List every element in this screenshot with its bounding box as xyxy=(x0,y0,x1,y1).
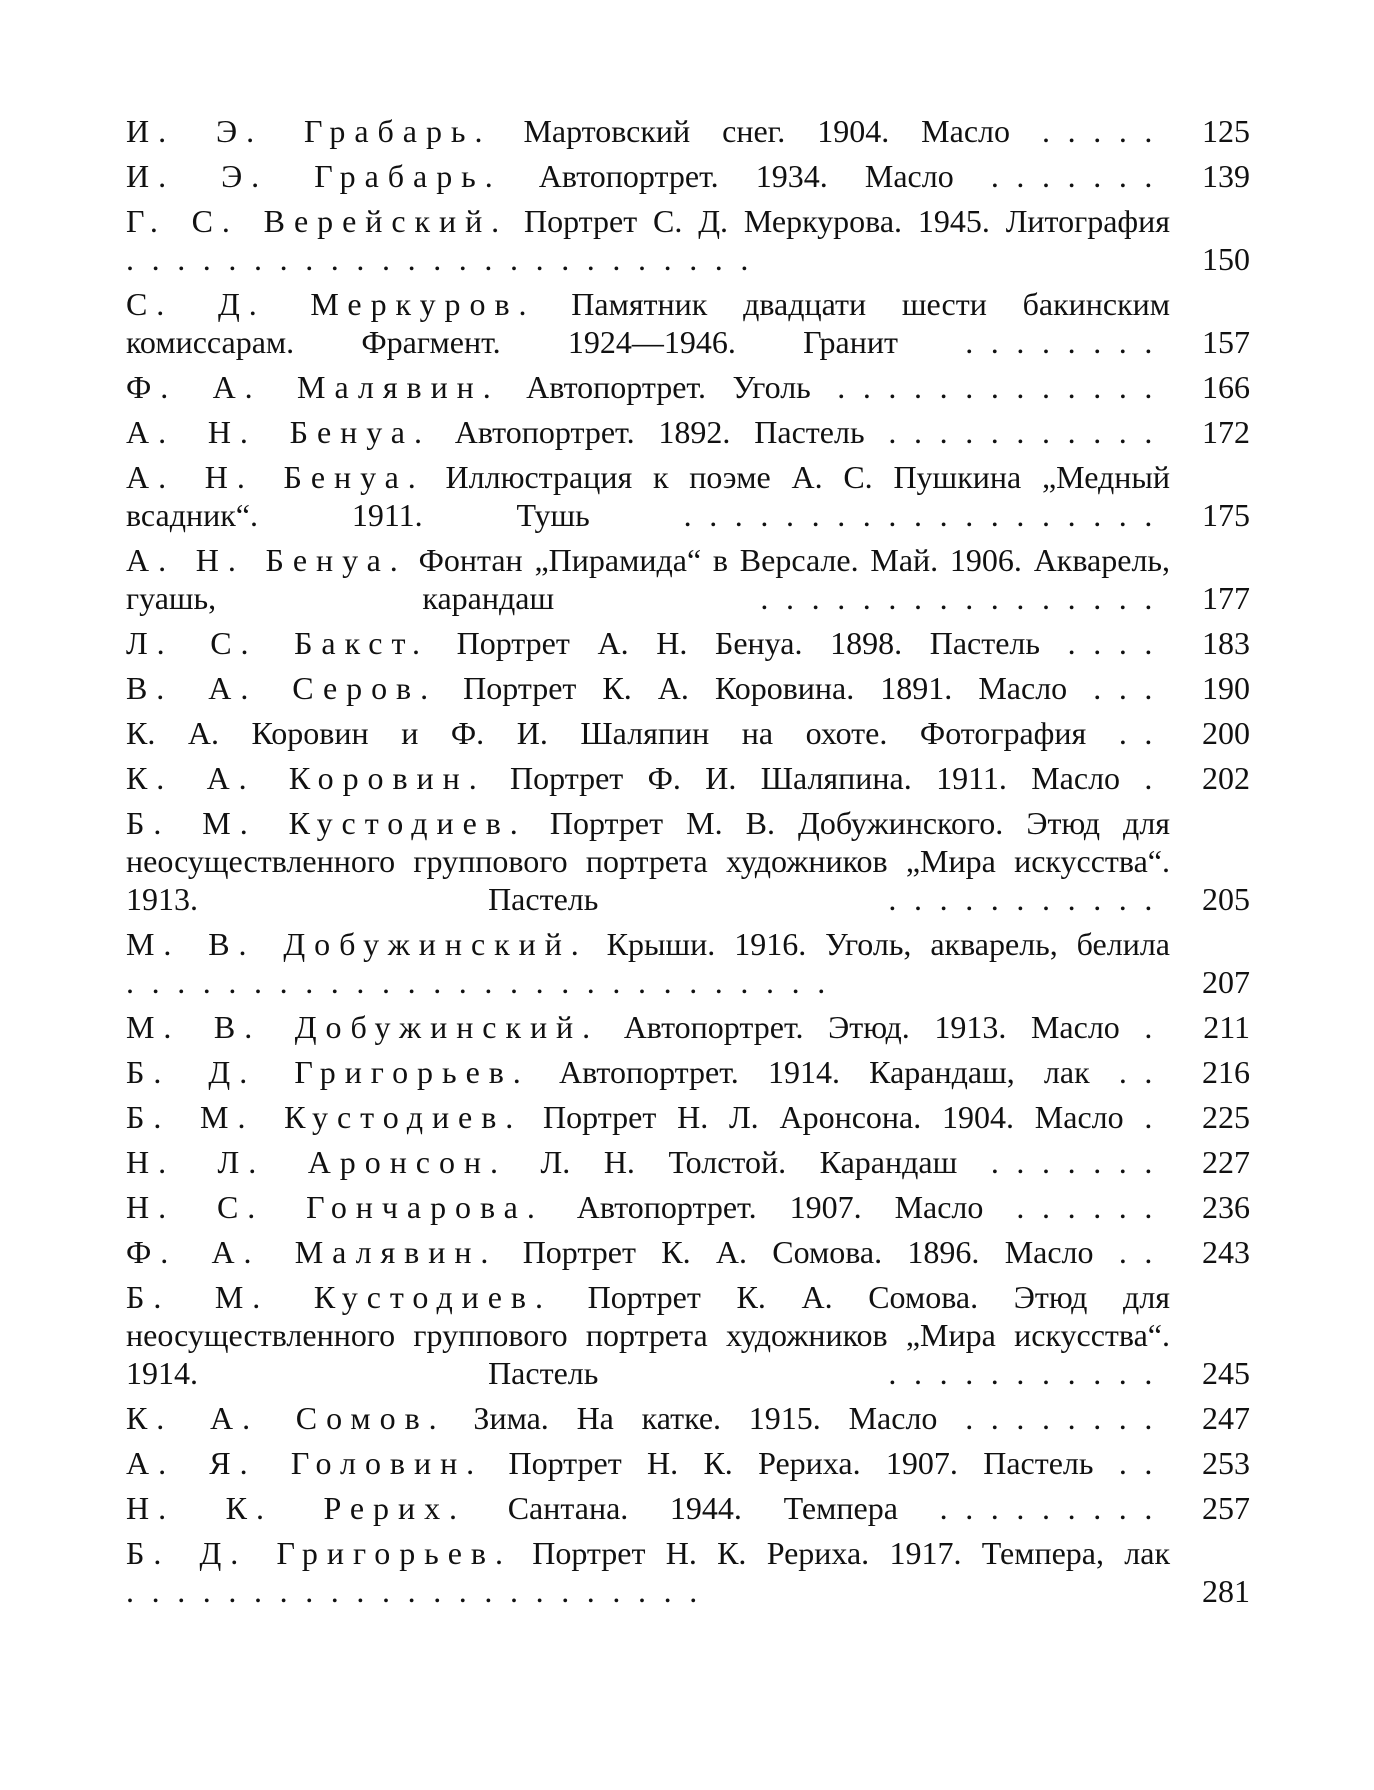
entry-page-number: 243 xyxy=(1202,1234,1250,1270)
entry-page-number: 157 xyxy=(1202,324,1250,360)
entry-author: Ф. А. Малявин. xyxy=(126,1234,498,1270)
list-item xyxy=(126,112,1250,150)
entry-title: Мартовский снег. 1904. Масло xyxy=(523,113,1011,149)
list-item xyxy=(126,714,1250,752)
dot-leader: ..... xyxy=(1042,113,1171,149)
entry-author: Б. М. Кустодиев. xyxy=(126,1099,523,1135)
dot-leader: .. xyxy=(1118,1054,1171,1090)
dot-leader: ........... xyxy=(888,881,1170,917)
entry-page-number: 205 xyxy=(1202,881,1250,917)
list-item xyxy=(126,1489,1250,1527)
list-item xyxy=(126,1444,1250,1482)
list-item xyxy=(126,669,1250,707)
entry-page-number: 227 xyxy=(1202,1144,1250,1180)
entry-page-number: 281 xyxy=(1202,1573,1250,1609)
list-item xyxy=(126,157,1250,195)
entry-page-number: 202 xyxy=(1202,760,1250,796)
dot-leader: ......................... xyxy=(126,241,766,277)
entry-author: М. В. Добужинский. xyxy=(126,1009,600,1045)
list-item xyxy=(126,759,1250,797)
entry-author: К. А. Сомов. xyxy=(126,1400,446,1436)
entry-author: А. Н. Бенуа. xyxy=(126,542,407,578)
entry-author: И. Э. Грабарь. xyxy=(126,158,502,194)
entry-title: Портрет Ф. И. Шаляпина. 1911. Масло xyxy=(510,760,1121,796)
entry-title: Зима. На катке. 1915. Масло xyxy=(473,1400,938,1436)
dot-leader: ........... xyxy=(888,1355,1170,1391)
entry-author: Б. Д. Григорьев. xyxy=(126,1054,530,1090)
entry-title: Л. Н. Толстой. Карандаш xyxy=(540,1144,958,1180)
list-item xyxy=(126,1143,1250,1181)
list-item xyxy=(126,413,1250,451)
entry-title: К. А. Коровин и Ф. И. Шаляпин на охоте. Фотография xyxy=(126,715,1087,751)
list-item xyxy=(126,1053,1250,1091)
entry-title: Автопортрет. 1892. Пастель xyxy=(454,414,865,450)
entry-author: К. А. Коровин. xyxy=(126,760,486,796)
list-item xyxy=(126,1098,1250,1136)
list-item xyxy=(126,1188,1250,1226)
entry-page-number: 177 xyxy=(1202,580,1250,616)
dot-leader: ...... xyxy=(1016,1189,1170,1225)
dot-leader: .. xyxy=(1118,715,1171,751)
entry-author: Б. М. Кустодиев. xyxy=(126,805,527,841)
entry-page-number: 183 xyxy=(1202,625,1250,661)
entry-page-number: 225 xyxy=(1202,1099,1250,1135)
dot-leader: ................ xyxy=(760,580,1170,616)
dot-leader: ....................... xyxy=(126,1573,715,1609)
entry-title: Портрет Н. К. Рериха. 1907. Пастель xyxy=(508,1445,1094,1481)
dot-leader: .. xyxy=(1118,1445,1171,1481)
entry-title: Портрет К. А. Сомова. 1896. Масло xyxy=(522,1234,1094,1270)
entry-page-number: 139 xyxy=(1202,158,1250,194)
dot-leader: .. xyxy=(1118,1234,1171,1270)
entry-title: Автопортрет. Уголь xyxy=(526,369,811,405)
list-item xyxy=(126,1008,1250,1046)
list-item xyxy=(126,458,1250,534)
entry-author: Ф. А. Малявин. xyxy=(126,369,500,405)
list-item xyxy=(126,1233,1250,1271)
entry-page-number: 211 xyxy=(1203,1009,1250,1045)
entry-title: Автопортрет. 1934. Масло xyxy=(538,158,954,194)
list-item xyxy=(126,1278,1250,1392)
dot-leader: ....... xyxy=(990,158,1171,194)
entry-title: Портрет А. Н. Бенуа. 1898. Пастель xyxy=(456,625,1040,661)
list-item xyxy=(126,368,1250,406)
entry-author: Б. Д. Григорьев. xyxy=(126,1535,512,1571)
entry-page-number: 190 xyxy=(1202,670,1250,706)
entry-page-number: 125 xyxy=(1202,113,1250,149)
entry-title: Памятник двадцати шести бакинским комиссарам. Фрагмент. 1924—1946. Гранит xyxy=(126,286,1170,360)
dot-leader: ............................ xyxy=(126,964,843,1000)
entry-title: Портрет Н. Л. Аронсона. 1904. Масло xyxy=(543,1099,1124,1135)
dot-leader: ................... xyxy=(683,497,1171,533)
entry-title: Портрет К. А. Коровина. 1891. Масло xyxy=(463,670,1068,706)
list-item xyxy=(126,541,1250,617)
entry-author: А. Н. Бенуа. xyxy=(126,414,431,450)
entry-page-number: 236 xyxy=(1202,1189,1250,1225)
entry-page-number: 175 xyxy=(1202,497,1250,533)
entry-author: Б. М. Кустодиев. xyxy=(126,1279,552,1315)
entry-author: М. В. Добужинский. xyxy=(126,926,588,962)
dot-leader: . xyxy=(1144,1009,1171,1045)
entry-author: Н. С. Гончарова. xyxy=(126,1189,544,1225)
entry-page-number: 207 xyxy=(1202,964,1250,1000)
entry-title: Портрет Н. К. Рериха. 1917. Темпера, лак xyxy=(532,1535,1170,1571)
dot-leader: ............. xyxy=(837,369,1171,405)
list-item xyxy=(126,202,1250,278)
entry-page-number: 257 xyxy=(1202,1490,1250,1526)
entry-author: Н. Л. Аронсон. xyxy=(126,1144,507,1180)
entry-page-number: 200 xyxy=(1202,715,1250,751)
list-item xyxy=(126,624,1250,662)
entry-author: А. Н. Бенуа. xyxy=(126,459,425,495)
entry-title: Автопортрет. Этюд. 1913. Масло xyxy=(623,1009,1120,1045)
dot-leader: ....... xyxy=(990,1144,1171,1180)
entry-author: Н. К. Рерих. xyxy=(126,1490,467,1526)
entry-author: А. Я. Головин. xyxy=(126,1445,484,1481)
entry-title: Фонтан „Пирамида“ в Версале. Май. 1906. Акварель, гуашь, карандаш xyxy=(126,542,1171,616)
dot-leader: ......... xyxy=(939,1490,1170,1526)
entry-page-number: 166 xyxy=(1202,369,1250,405)
list-item xyxy=(126,925,1250,1001)
entry-author: В. А. Серов. xyxy=(126,670,438,706)
entry-page-number: 216 xyxy=(1202,1054,1250,1090)
entry-author: Г. С. Верейский. xyxy=(126,203,509,239)
entry-page-number: 172 xyxy=(1202,414,1250,450)
entry-author: И. Э. Грабарь. xyxy=(126,113,492,149)
entry-title: Портрет К. А. Сомова. Этюд для неосуществленного группового портрета художников „Мира искусства“. 1914. Пастель xyxy=(126,1279,1171,1391)
entry-page-number: 150 xyxy=(1202,241,1250,277)
entry-title: Портрет С. Д. Меркурова. 1945. Литография xyxy=(523,203,1171,239)
entry-title: Автопортрет. 1907. Масло xyxy=(576,1189,984,1225)
dot-leader: . xyxy=(1144,760,1170,796)
entry-title: Портрет М. В. Добужинского. Этюд для неосуществленного группового портрета художников „Мира искусства“. 1913. Пастель xyxy=(126,805,1171,917)
entry-author: Л. С. Бакст. xyxy=(126,625,429,661)
dot-leader: ........ xyxy=(965,1400,1171,1436)
dot-leader: .... xyxy=(1067,625,1171,661)
list-item xyxy=(126,285,1250,361)
dot-leader: ........... xyxy=(888,414,1170,450)
dot-leader: ........ xyxy=(965,324,1171,360)
entry-title: Крыши. 1916. Уголь, акварель, белила xyxy=(606,926,1171,962)
entry-page-number: 253 xyxy=(1202,1445,1250,1481)
list-item xyxy=(126,1399,1250,1437)
entry-page-number: 247 xyxy=(1202,1400,1250,1436)
entry-title: Автопортрет. 1914. Карандаш, лак xyxy=(558,1054,1090,1090)
list-item xyxy=(126,804,1250,918)
dot-leader: . xyxy=(1144,1099,1170,1135)
list-item xyxy=(126,1534,1250,1610)
entry-author: С. Д. Меркуров. xyxy=(126,286,536,322)
dot-leader: ... xyxy=(1093,670,1171,706)
entry-title: Иллюстрация к поэме А. С. Пушкина „Медный всадник“. 1911. Тушь xyxy=(126,459,1170,533)
entry-page-number: 245 xyxy=(1202,1355,1250,1391)
entry-title: Сантана. 1944. Темпера xyxy=(507,1490,898,1526)
illustrations-list xyxy=(126,112,1250,1617)
